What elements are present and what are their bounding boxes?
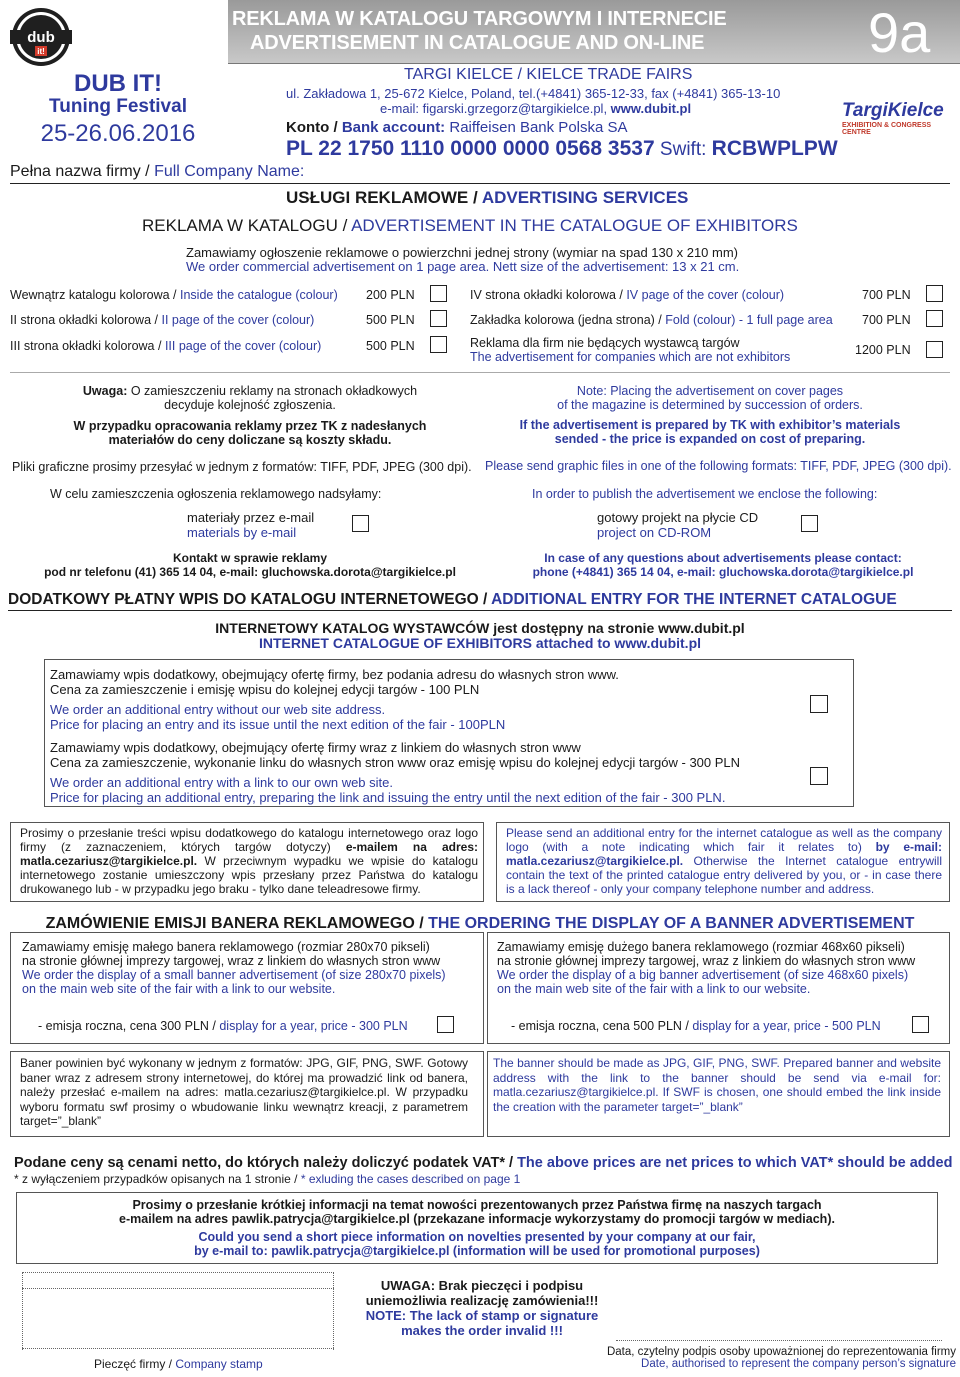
note-text: of the magazine is determined by succession of orders. (557, 398, 863, 412)
option-cd-en: project on CD-ROM (597, 525, 712, 540)
vat-pl: Podane ceny są cenami netto, do których należy doliczyć podatek VAT* / (14, 1155, 518, 1171)
checkbox-cd[interactable] (801, 515, 818, 532)
checkbox-internet-entry-link[interactable] (810, 767, 828, 785)
checkbox-cover-iii[interactable] (430, 336, 447, 353)
signature-line[interactable] (616, 1340, 942, 1341)
catalogue-title (142, 216, 798, 236)
internet-section-title (8, 591, 897, 609)
internet-availability-pl: INTERNETOWY KATALOG WYSTAWCÓW jest dostępny na stronie www.dubit.pl (215, 620, 745, 636)
option-price: 500 PLN (366, 313, 415, 327)
promo-line: by e-mail to: pawlik.patrycja@targikielce.pl (information will be used for promotional purposes) (194, 1244, 760, 1258)
note-text: W przypadku opracowania reklamy przez TK z nadesłanych (73, 419, 427, 433)
event-name: DUB IT! (74, 70, 162, 97)
internet-option-1 (50, 667, 619, 732)
catalogue-title-en: ADVERTISEMENT IN THE CATALOGUE OF EXHIBITORS (351, 216, 798, 235)
signature-label (580, 1346, 956, 1370)
option-fold (470, 313, 833, 327)
banner-format-pl: Baner powinien być wykonany w jednym z formatów: JPG, GIF, PNG, SWF. Gotowy baner wraz z adresem strony internetowej, do której ma prowadzić link od banera, należy przesłać e-mailem na adres: matla.cezariusz@targikielce.pl. W przypadku wyboru formatu swf prosimy o wbudowanie linku wewnątrz kreacji, z parametrem target=”_blank” (20, 1056, 468, 1128)
note-label: Uwaga: (82, 384, 128, 398)
price-en: display for a year, price - 500 PLN (692, 1019, 881, 1033)
send-label-en: In order to publish the advertisement we enclose the following: (532, 487, 878, 501)
svg-text:it!: it! (37, 47, 45, 56)
option-label-en: The advertisement for companies which are not exhibitors (470, 350, 791, 364)
small-banner-price (38, 1019, 408, 1033)
note-text: sended - the price is expanded on cost of preparing. (554, 432, 866, 446)
promo-line: e-mailem na adres pawlik.patrycja@targikielce.pl (przekazane informacje wykorzystamy do promocji targów w mediach). (119, 1212, 835, 1226)
send-label-pl: W celu zamieszczenia ogłoszenia reklamowego nadsyłamy: (50, 487, 382, 501)
promo-line: Prosimy o przesłanie krótkiej informacji na temat nowości prezentowanych przez Państwa firmę na naszych targach (132, 1198, 822, 1212)
option-label-en: IV page of the cover (colour) (626, 288, 785, 302)
option-label-en: Fold (colour) - 1 full page area (665, 313, 833, 327)
big-banner-price (511, 1019, 881, 1033)
bank-account (286, 119, 628, 136)
bank-name: Raiffeisen Bank Polska SA (445, 119, 628, 136)
warning-line: UWAGA: Brak pieczęci i podpisu (380, 1278, 584, 1293)
header-title-pl: REKLAMA W KATALOGU TARGOWYM I INTERNECIE (232, 8, 727, 30)
banner-text: na stronie głównej imprezy targowej, wraz z linkiem do własnych stron www (497, 954, 916, 968)
checkbox-fold[interactable] (926, 310, 943, 327)
note-text: Note: Placing the advertisement on cover pages (576, 384, 844, 398)
price-pl: - emisja roczna, cena 300 PLN / (38, 1019, 220, 1033)
iban (286, 137, 838, 161)
internet-option-2 (50, 740, 740, 805)
organizer-name: TARGI KIELCE / KIELCE TRADE FAIRS (404, 66, 693, 83)
option-label-en: II page of the cover (colour) (161, 313, 315, 327)
checkbox-non-exhibitor[interactable] (926, 341, 943, 358)
website-link[interactable]: www.dubit.pl (610, 101, 692, 116)
option-cover-iv (470, 288, 784, 302)
swift-code: RCBWPLPW (711, 137, 838, 160)
option-price: 700 PLN (862, 313, 911, 327)
note-text: O zamieszczeniu reklamy na stronach okładkowych (127, 384, 418, 398)
contact-text: pod nr telefonu (41) 365 14 04, e-mail: gluchowska.dorota@targikielce.pl (44, 565, 456, 579)
option-cover-iii (10, 339, 321, 353)
option-cover-ii (10, 313, 314, 327)
option-text: Price for placing an entry and its issue until the next edition of the fair - 100PLN (50, 717, 506, 732)
services-title-pl: USŁUGI REKLAMOWE / (286, 188, 482, 207)
option-label-pl: IV strona okładki kolorowa / (470, 288, 627, 302)
event-subtitle: Tuning Festival (49, 96, 187, 117)
promo-line: Could you send a short piece information on novelties presented by your company at our fair, (198, 1230, 756, 1244)
option-label-pl: Wewnątrz katalogu kolorowa / (10, 288, 180, 302)
checkbox-inside-catalogue[interactable] (430, 285, 447, 302)
price-en: display for a year, price - 300 PLN (219, 1019, 408, 1033)
option-inside-catalogue (10, 288, 338, 302)
option-non-exhibitor (470, 336, 790, 364)
contact-en (488, 551, 958, 579)
checkbox-cover-iv[interactable] (926, 285, 943, 302)
signature-label-en: Date, authorised to represent the company person’s signature (641, 1358, 956, 1370)
stamp-label (94, 1357, 263, 1371)
option-text: Zamawiamy wpis dodatkowy, obejmujący ofertę firmy, bez podania adresu do własnych stron www. (50, 667, 619, 682)
big-banner-text (497, 940, 915, 996)
contact-text: In case of any questions about advertisements please contact: (544, 551, 902, 565)
files-format-en: Please send graphic files in one of the following formats: TIFF, PDF, JPEG (300 dpi). (485, 459, 952, 473)
option-email-pl: materiały przez e-mail (187, 510, 315, 525)
info-text: Prosimy o przesłanie treści wpisu dodatkowego do katalogu internetowego oraz logo firmy (z zaznaczeniem, których targów dotyczy) (20, 826, 478, 854)
contact-pl (10, 551, 490, 579)
option-cd-pl: gotowy projekt na płycie CD (597, 510, 759, 525)
services-title (286, 188, 688, 208)
option-text: Cena za zamieszczenie, wykonanie linku do własnych stron www oraz emisję wpisu do kolejnej edycji targów - 300 PLN (50, 755, 741, 770)
note-tk-pl (40, 419, 460, 447)
vat-note (14, 1155, 952, 1171)
bank-label-en: Bank account: (341, 119, 446, 136)
checkbox-cover-ii[interactable] (430, 310, 447, 327)
order-warning (340, 1278, 624, 1338)
banner-text: on the main web site of the fair with a link to our website. (497, 982, 811, 996)
option-text: Zamawiamy wpis dodatkowy, obejmujący ofertę firmy wraz z linkiem do własnych stron www (50, 740, 581, 755)
warning-line: makes the order invalid !!! (401, 1323, 563, 1338)
info-text: Otherwise the Internet catalogue entrywill contain the text of the printed catalogue entry delivered by you, or - in case there is a lack thereof - only your company telephone number and address. (506, 854, 942, 896)
small-banner-text (22, 940, 446, 996)
swift-label: Swift: (654, 139, 712, 160)
event-dates: 25-26.06.2016 (40, 120, 196, 147)
option-price: 1200 PLN (855, 343, 911, 357)
banner-text: on the main web site of the fair with a link to our website. (22, 982, 336, 996)
info-email: e-mailem na adres: matla.cezariusz@targikielce.pl. (20, 840, 478, 868)
dub-it-logo (8, 6, 74, 68)
option-price: 500 PLN (366, 339, 415, 353)
option-label-en: III page of the cover (colour) (164, 339, 322, 353)
bank-label-pl: Konto / (286, 119, 342, 136)
contact-text: phone (+4841) 365 14 04, e-mail: gluchowska.dorota@targikielce.pl (532, 565, 914, 579)
page-number: 9a (868, 1, 931, 64)
note-cover-pl (80, 384, 420, 412)
internet-availability-en: INTERNET CATALOGUE OF EXHIBITORS attached to www.dubit.pl (258, 635, 702, 651)
banner-text: Zamawiamy emisję małego banera reklamowego (rozmiar 280x70 pikseli) (22, 940, 430, 954)
warning-line: NOTE: The lack of stamp or signature (365, 1308, 599, 1323)
option-price: 200 PLN (366, 288, 415, 302)
checkbox-email[interactable] (352, 515, 369, 532)
option-label-pl: Zakładka kolorowa (jedna strona) / (470, 313, 666, 327)
banner-text: Zamawiamy emisję dużego banera reklamowego (rozmiar 468x60 pikseli) (497, 940, 905, 954)
stamp-label-en: Company stamp (175, 1357, 263, 1371)
vat-exclusion (14, 1172, 520, 1186)
company-name-field[interactable] (10, 183, 950, 184)
warning-line: uniemożliwia realizację zamówienia!!! (365, 1293, 599, 1308)
vat-exclusion-en: * exluding the cases described on page 1 (300, 1172, 521, 1186)
option-label-pl: II strona okładki kolorowa / (10, 313, 162, 327)
email-text: e-mail: figarski.grzegorz@targikielce.pl, (380, 101, 611, 116)
services-title-en: ADVERTISING SERVICES (481, 188, 689, 207)
checkbox-big-banner[interactable] (912, 1016, 929, 1033)
stamp-label-pl: Pieczęć firmy / (94, 1357, 176, 1371)
contact-text: Kontakt w sprawie reklamy (172, 551, 328, 565)
targi-logo-sub: EXHIBITION & CONGRESS CENTRE (842, 122, 932, 136)
option-label-pl: III strona okładki kolorowa / (10, 339, 165, 353)
option-label-pl: Reklama dla firm nie będących wystawcą targów (470, 336, 740, 350)
company-label-pl: Pełna nazwa firmy / (10, 163, 155, 180)
note-tk-en (480, 418, 940, 446)
targi-kielce-logo (842, 100, 952, 136)
organizer-address: ul. Zakładowa 1, 25-672 Kielce, Poland, tel.(+4841) 365-12-33, fax (+4841) 365-13-10 (286, 86, 781, 101)
vat-exclusion-pl: * z wyłączeniem przypadków opisanych na 1 stronie / (14, 1172, 301, 1186)
internet-info-en (506, 826, 942, 896)
checkbox-small-banner[interactable] (437, 1016, 454, 1033)
banner-text: We order the display of a small banner advertisement (of size 280x70 pixels) (22, 968, 446, 982)
files-format-pl: Pliki graficzne prosimy przesyłać w jednym z formatów: TIFF, PDF, JPEG (300 dpi). (12, 460, 472, 474)
banner-format-en: The banner should be made as JPG, GIF, PNG, SWF. Prepared banner and website address with the link to the banner should be send via e-mail for: matla.cezariusz@targikielce.pl. If SWF is chosen, one should embed the link inside the creation with the parameter target=”_blank” (493, 1056, 941, 1114)
banner-section-title (0, 915, 960, 933)
banner-text: We order the display of a big banner advertisement (of size 468x60 pixels) (497, 968, 909, 982)
promo-text (16, 1198, 938, 1258)
vat-en: The above prices are net prices to which VAT* should be added (517, 1155, 953, 1171)
option-text: Cena za zamieszczenie i emisję wpisu do kolejnej edycji targów - 100 PLN (50, 682, 480, 697)
svg-text:dub: dub (27, 29, 55, 46)
signature-label-pl: Data, czytelny podpis osoby upoważnionej do reprezentowania firmy (606, 1346, 956, 1358)
banner-title-pl: ZAMÓWIENIE EMISJI BANERA REKLAMOWEGO / (45, 915, 429, 932)
company-label-en: Full Company Name: (154, 163, 305, 180)
info-email: by e-mail: matla.cezariusz@targikielce.pl. (506, 840, 943, 868)
stamp-area[interactable] (22, 1270, 334, 1360)
note-text: decyduje kolejność zgłoszenia. (164, 398, 336, 412)
header-title-en: ADVERTISEMENT IN CATALOGUE AND ON-LINE (250, 32, 705, 54)
targi-logo-text: TargiKielce (842, 100, 944, 121)
info-text: W przeciwnym wypadku we wpisie do katalogu internetowego zostanie umieszczony wpis przesłany przez Państwa do katalogu drukowanego lub - w przypadku jego braku - tylko dane teleadresowe firmy. (20, 854, 478, 896)
option-email-en: materials by e-mail (187, 525, 297, 540)
divider (8, 610, 952, 611)
banner-text: na stronie głównej imprezy targowej, wraz z linkiem do własnych stron www (22, 954, 441, 968)
note-text: If the advertisement is prepared by TK with exhibitor’s materials (519, 418, 901, 432)
internet-title-pl: DODATKOWY PŁATNY WPIS DO KATALOGU INTERNETOWEGO / (8, 591, 492, 608)
option-price: 700 PLN (862, 288, 911, 302)
divider (10, 372, 950, 373)
option-cd (597, 510, 758, 540)
company-name-label (10, 163, 304, 181)
checkbox-internet-entry[interactable] (810, 695, 828, 713)
option-text: Price for placing an additional entry, preparing the link and issuing the entry until the next edition of the fair - 300 PLN. (50, 790, 726, 805)
option-label-en: Inside the catalogue (colour) (180, 288, 338, 302)
price-pl: - emisja roczna, cena 500 PLN / (511, 1019, 693, 1033)
catalogue-title-pl: REKLAMA W KATALOGU / (142, 216, 352, 235)
order-text-pl: Zamawiamy ogłoszenie reklamowe o powierzchni jednej strony (wymiar na spad 130 x 210 mm) (186, 245, 739, 260)
organizer-email (380, 101, 691, 116)
note-text: materiałów do ceny doliczane są koszty składu. (108, 433, 392, 447)
option-text: We order an additional entry without our web site address. (50, 702, 386, 717)
internet-title-en: ADDITIONAL ENTRY FOR THE INTERNET CATALOGUE (491, 591, 897, 608)
option-text: We order an additional entry with a link to our own web site. (50, 775, 393, 790)
internet-info-pl (20, 826, 478, 896)
note-cover-en (520, 384, 900, 412)
iban-number: PL 22 1750 1110 0000 0000 0568 3537 (286, 137, 655, 160)
banner-title-en: THE ORDERING THE DISPLAY OF A BANNER ADVERTISEMENT (428, 915, 915, 932)
option-email (187, 510, 314, 540)
order-text-en: We order commercial advertisement on 1 page area. Nett size of the advertisement: 13 x 21 cm. (186, 259, 740, 274)
info-text: Please send an additional entry for the internet catalogue as well as the company logo (with a note indicating which fair it relates to) (506, 826, 942, 854)
